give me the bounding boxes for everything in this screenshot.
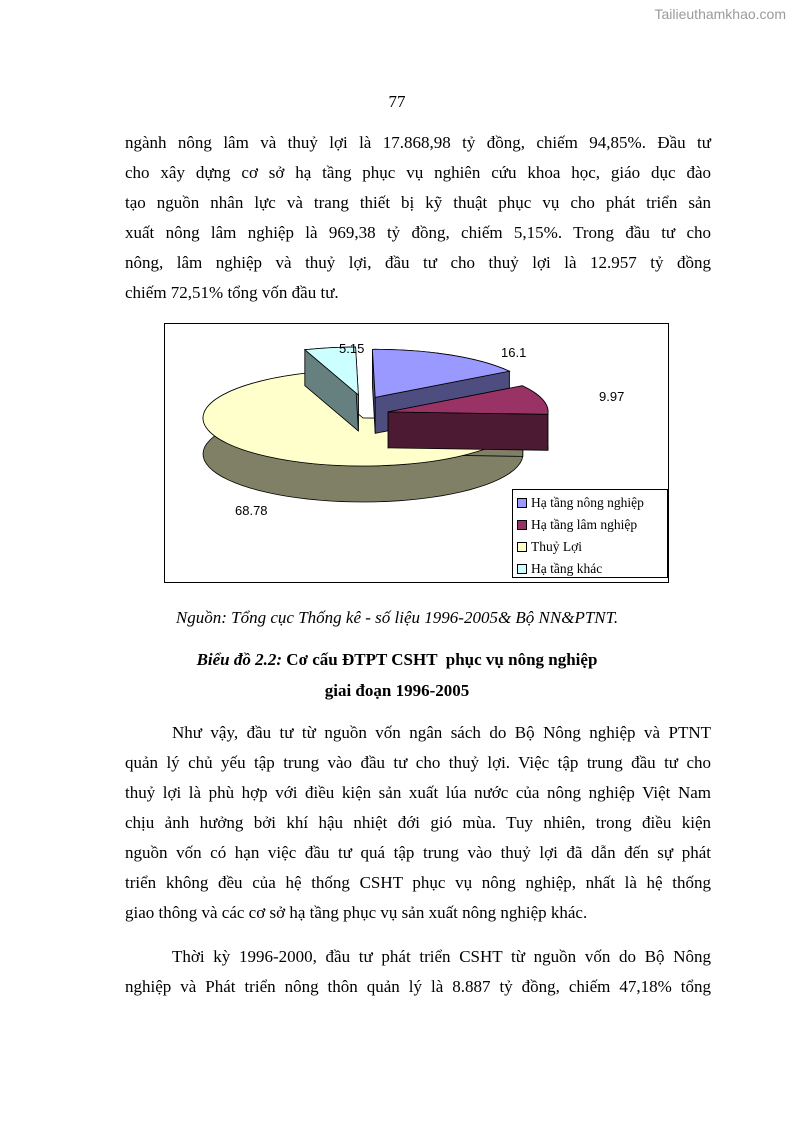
source-note: Nguồn: Tổng cục Thống kê - số liệu 1996-2005& Bộ NN&PTNT. <box>175 608 619 627</box>
legend-item <box>517 558 667 580</box>
paragraph-line: nghiệp và Phát triển nông thôn quản lý là 8.887 tỷ đồng, chiếm 47,18% tổng <box>125 977 711 996</box>
legend-swatch <box>517 564 527 574</box>
paragraph-line: chịu ảnh hưởng bởi khí hậu nhiệt đới gió mùa. Tuy nhiên, trong điều kiện <box>125 813 711 832</box>
data-label-ha-tang-lam-nghiep: 9.97 <box>599 389 625 404</box>
paragraph-line: ngành nông lâm và thuỷ lợi là 17.868,98 tỷ đồng, chiếm 94,85%. Đầu tư <box>125 133 711 152</box>
chart-legend <box>512 489 668 578</box>
paragraph-line: giao thông và các cơ sở hạ tầng phục vụ sản xuất nông nghiệp khác. <box>125 903 588 922</box>
data-label-ha-tang-khac: 5.15 <box>339 341 365 356</box>
paragraph-3 <box>125 942 711 1002</box>
paragraph-line: nguồn vốn có hạn việc đầu tư quá tập trung vào thuỷ lợi đã dẫn đến sự phát <box>125 843 711 862</box>
paragraph-line: chiếm 72,51% tổng vốn đầu tư. <box>125 283 339 302</box>
paragraph-line: thuỷ lợi là phù hợp với điều kiện sản xuất lúa nước của nông nghiệp Việt Nam <box>125 783 711 802</box>
data-label-ha-tang-nong-nghiep: 16.1 <box>501 345 527 360</box>
data-label-thuy-loi: 68.78 <box>235 503 268 518</box>
legend-label: Hạ tầng lâm nghiệp <box>531 517 638 532</box>
legend-swatch <box>517 520 527 530</box>
paragraph-line: tạo nguồn nhân lực và trang thiết bị kỹ thuật phục vụ cho phát triển sản <box>125 193 711 212</box>
legend-item <box>517 514 667 536</box>
paragraph-2 <box>125 718 711 928</box>
legend-swatch <box>517 542 527 552</box>
legend-label: Hạ tầng nông nghiệp <box>531 495 644 510</box>
paragraph-line: nông, lâm nghiệp và thuỷ lợi, đầu tư cho thuỷ lợi là 12.957 tỷ đồng <box>125 253 711 272</box>
paragraph-line: Thời kỳ 1996-2000, đầu tư phát triển CSHT từ nguồn vốn do Bộ Nông <box>172 947 711 966</box>
caption-label: Biểu đồ 2.2: <box>196 650 283 669</box>
paragraph-line: Như vậy, đầu tư từ nguồn vốn ngân sách do Bộ Nông nghiệp và PTNT <box>172 723 711 742</box>
legend-swatch <box>517 498 527 508</box>
legend-label: Hạ tầng khác <box>531 561 603 576</box>
paragraph-line: cho xây dựng cơ sở hạ tầng phục vụ nghiên cứu khoa học, giáo dục đào <box>125 163 711 182</box>
caption-title: Cơ cấu ĐTPT CSHT phục vụ nông nghiệp <box>282 650 598 669</box>
legend-label: Thuỷ Lợi <box>531 539 583 554</box>
page-number: 77 <box>388 92 406 111</box>
watermark: Tailieuthamkhao.com <box>654 6 786 22</box>
legend-item <box>517 492 667 514</box>
legend-item <box>517 536 667 558</box>
pie-chart <box>164 323 669 583</box>
paragraph-1 <box>125 128 711 308</box>
figure-caption-line2: giai đoạn 1996-2005 <box>324 681 470 700</box>
figure-caption <box>0 650 794 670</box>
paragraph-line: triển không đều của hệ thống CSHT phục vụ nông nghiệp, nhất là hệ thống <box>125 873 711 892</box>
paragraph-line: quản lý chủ yếu tập trung vào đầu tư cho thuỷ lợi. Việc tập trung đầu tư cho <box>125 753 711 772</box>
pie-slice-edge <box>388 412 548 450</box>
paragraph-line: xuất nông lâm nghiệp là 969,38 tỷ đồng, chiếm 5,15%. Trong đầu tư cho <box>125 223 711 242</box>
